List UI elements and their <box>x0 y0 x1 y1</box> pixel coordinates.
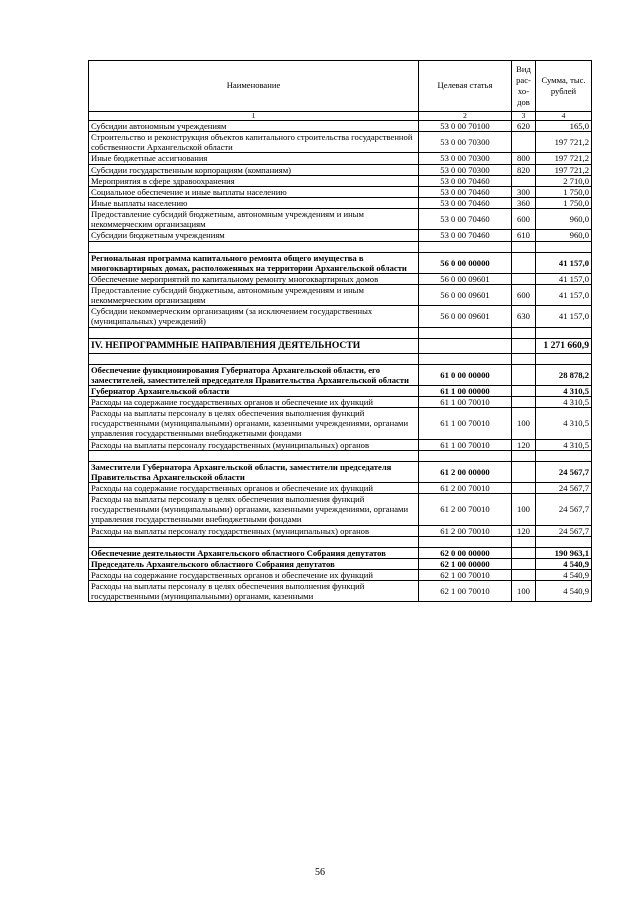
row-amount: 1 750,0 <box>536 197 592 208</box>
row-name: Расходы на содержание государственных органов и обеспечение их функций <box>89 396 419 407</box>
row-name: Расходы на выплаты персоналу государственных (муниципальных) органов <box>89 525 419 536</box>
header-expense-type: Вид рас-хо-дов <box>512 61 536 112</box>
table-row <box>89 284 592 305</box>
row-amount: 24 567,7 <box>536 461 592 482</box>
row-amount: 165,0 <box>536 121 592 132</box>
row-name: Региональная программа капитального ремонта общего имущества в многоквартирных домах, расположенных на территории Архангельской области <box>89 252 419 273</box>
row-expense-type: 100 <box>512 581 536 602</box>
table-row <box>89 494 592 525</box>
row-name: Предоставление субсидий бюджетным, автономным учреждениям и иным некоммерческим организациям <box>89 209 419 230</box>
row-name: Председатель Архангельского областного Собрания депутатов <box>89 558 419 569</box>
row-target-article: 61 2 00 70010 <box>419 494 512 525</box>
row-expense-type: 120 <box>512 525 536 536</box>
table-row <box>89 164 592 175</box>
header-amount: Сумма, тыс. рублей <box>536 61 592 112</box>
spacer-cell <box>512 353 536 364</box>
header-name: Наименование <box>89 61 419 112</box>
row-target-article: 61 2 00 70010 <box>419 482 512 493</box>
row-amount: 197 721,2 <box>536 132 592 153</box>
row-expense-type <box>512 396 536 407</box>
row-target-article: 53 0 00 70460 <box>419 197 512 208</box>
table-row <box>89 569 592 580</box>
budget-table <box>88 60 592 602</box>
spacer-row <box>89 450 592 461</box>
row-expense-type: 300 <box>512 186 536 197</box>
table-row <box>89 547 592 558</box>
row-amount: 4 310,5 <box>536 439 592 450</box>
row-expense-type: 100 <box>512 408 536 439</box>
row-amount: 960,0 <box>536 209 592 230</box>
row-name: IV. НЕПРОГРАММНЫЕ НАПРАВЛЕНИЯ ДЕЯТЕЛЬНОСТИ <box>89 338 419 353</box>
table-row <box>89 558 592 569</box>
row-expense-type <box>512 461 536 482</box>
row-target-article: 53 0 00 70460 <box>419 209 512 230</box>
spacer-cell <box>512 536 536 547</box>
spacer-cell <box>419 353 512 364</box>
table-row <box>89 197 592 208</box>
row-name: Расходы на содержание государственных органов и обеспечение их функций <box>89 569 419 580</box>
row-name: Губернатор Архангельской области <box>89 385 419 396</box>
row-expense-type: 360 <box>512 197 536 208</box>
row-expense-type: 610 <box>512 230 536 241</box>
table-row <box>89 121 592 132</box>
row-amount: 28 878,2 <box>536 364 592 385</box>
spacer-row <box>89 353 592 364</box>
row-target-article: 61 1 00 00000 <box>419 385 512 396</box>
row-expense-type <box>512 385 536 396</box>
row-amount: 4 540,9 <box>536 581 592 602</box>
spacer-cell <box>512 327 536 338</box>
table-row <box>89 461 592 482</box>
row-name: Обеспечение мероприятий по капитальному ремонту многоквартирных домов <box>89 273 419 284</box>
row-amount: 1 271 660,9 <box>536 338 592 353</box>
table-row <box>89 252 592 273</box>
row-amount: 4 310,5 <box>536 408 592 439</box>
row-expense-type: 820 <box>512 164 536 175</box>
row-target-article: 62 0 00 00000 <box>419 547 512 558</box>
row-target-article: 61 0 00 00000 <box>419 364 512 385</box>
row-expense-type <box>512 338 536 353</box>
row-name: Расходы на выплаты персоналу в целях обеспечения выполнения функций государственными (муниципальными) органами, казенными <box>89 581 419 602</box>
row-target-article: 53 0 00 70460 <box>419 186 512 197</box>
row-amount: 41 157,0 <box>536 252 592 273</box>
row-target-article: 56 0 00 00000 <box>419 252 512 273</box>
row-amount: 4 540,9 <box>536 569 592 580</box>
section-heading-row <box>89 338 592 353</box>
row-amount: 41 157,0 <box>536 306 592 327</box>
row-target-article: 56 0 00 09601 <box>419 306 512 327</box>
row-expense-type: 800 <box>512 153 536 164</box>
row-name: Мероприятия в сфере здравоохранения <box>89 175 419 186</box>
row-target-article: 53 0 00 70300 <box>419 164 512 175</box>
table-row <box>89 209 592 230</box>
row-expense-type <box>512 364 536 385</box>
row-amount: 197 721,2 <box>536 153 592 164</box>
spacer-row <box>89 327 592 338</box>
row-expense-type: 120 <box>512 439 536 450</box>
row-target-article: 56 0 00 09601 <box>419 284 512 305</box>
column-number-row <box>89 112 592 121</box>
row-target-article: 61 1 00 70010 <box>419 439 512 450</box>
row-amount: 2 710,0 <box>536 175 592 186</box>
row-target-article: 62 1 00 70010 <box>419 581 512 602</box>
table-row <box>89 230 592 241</box>
table-row <box>89 439 592 450</box>
spacer-cell <box>536 450 592 461</box>
row-expense-type: 100 <box>512 494 536 525</box>
spacer-cell <box>419 327 512 338</box>
row-amount: 24 567,7 <box>536 494 592 525</box>
spacer-cell <box>536 327 592 338</box>
table-row <box>89 273 592 284</box>
row-target-article: 61 1 00 70010 <box>419 408 512 439</box>
row-amount: 197 721,2 <box>536 164 592 175</box>
row-target-article: 53 0 00 70300 <box>419 153 512 164</box>
row-expense-type: 620 <box>512 121 536 132</box>
row-amount: 24 567,7 <box>536 525 592 536</box>
row-name: Субсидии государственным корпорациям (компаниям) <box>89 164 419 175</box>
spacer-cell <box>419 450 512 461</box>
row-target-article: 61 2 00 00000 <box>419 461 512 482</box>
row-target-article: 61 1 00 70010 <box>419 396 512 407</box>
row-amount: 960,0 <box>536 230 592 241</box>
row-target-article: 53 0 00 70460 <box>419 230 512 241</box>
spacer-cell <box>89 327 419 338</box>
row-name: Иные бюджетные ассигнования <box>89 153 419 164</box>
table-row <box>89 306 592 327</box>
row-amount: 41 157,0 <box>536 284 592 305</box>
column-number: 3 <box>512 112 536 121</box>
row-name: Субсидии некоммерческим организациям (за исключением государственных (муниципальных) учреждений) <box>89 306 419 327</box>
row-amount: 24 567,7 <box>536 482 592 493</box>
row-amount: 41 157,0 <box>536 273 592 284</box>
row-expense-type <box>512 547 536 558</box>
table-row <box>89 175 592 186</box>
table-header-row <box>89 61 592 112</box>
table-row <box>89 186 592 197</box>
row-amount: 1 750,0 <box>536 186 592 197</box>
row-name: Социальное обеспечение и иные выплаты населению <box>89 186 419 197</box>
spacer-row <box>89 536 592 547</box>
spacer-cell <box>512 450 536 461</box>
row-expense-type <box>512 273 536 284</box>
table-row <box>89 385 592 396</box>
row-name: Обеспечение деятельности Архангельского областного Собрания депутатов <box>89 547 419 558</box>
row-name: Расходы на выплаты персоналу государственных (муниципальных) органов <box>89 439 419 450</box>
row-name: Субсидии автономным учреждениям <box>89 121 419 132</box>
row-name: Предоставление субсидий бюджетным, автономным учреждениям и иным некоммерческим организациям <box>89 284 419 305</box>
column-number: 2 <box>419 112 512 121</box>
row-expense-type: 600 <box>512 284 536 305</box>
row-name: Расходы на выплаты персоналу в целях обеспечения выполнения функций государственными (муниципальными) органами, казенными учреждениями, органами управления государственными внебюджетными фондами <box>89 494 419 525</box>
row-expense-type <box>512 558 536 569</box>
row-expense-type <box>512 569 536 580</box>
row-name: Субсидии бюджетным учреждениям <box>89 230 419 241</box>
row-name: Строительство и реконструкция объектов капитального строительства государственной собственности Архангельской области <box>89 132 419 153</box>
row-expense-type <box>512 132 536 153</box>
row-amount: 4 310,5 <box>536 385 592 396</box>
row-target-article: 62 1 00 00000 <box>419 558 512 569</box>
row-target-article: 61 2 00 70010 <box>419 525 512 536</box>
spacer-cell <box>89 353 419 364</box>
table-row <box>89 396 592 407</box>
table-row <box>89 525 592 536</box>
row-target-article: 56 0 00 09601 <box>419 273 512 284</box>
row-target-article: 53 0 00 70100 <box>419 121 512 132</box>
table-row <box>89 153 592 164</box>
row-expense-type <box>512 252 536 273</box>
row-name: Расходы на выплаты персоналу в целях обеспечения выполнения функций государственными (муниципальными) органами, казенными учреждениями, органами управления государственными внебюджетными фондами <box>89 408 419 439</box>
column-number: 1 <box>89 112 419 121</box>
spacer-cell <box>536 536 592 547</box>
table-row <box>89 364 592 385</box>
row-name: Обеспечение функционирования Губернатора Архангельской области, его заместителей, заместителей председателя Правительства Архангельской области <box>89 364 419 385</box>
row-target-article <box>419 338 512 353</box>
table-row <box>89 132 592 153</box>
row-expense-type: 630 <box>512 306 536 327</box>
table-row <box>89 482 592 493</box>
row-name: Расходы на содержание государственных органов и обеспечение их функций <box>89 482 419 493</box>
row-expense-type <box>512 175 536 186</box>
row-target-article: 53 0 00 70300 <box>419 132 512 153</box>
spacer-cell <box>419 241 512 252</box>
row-name: Иные выплаты населению <box>89 197 419 208</box>
spacer-cell <box>512 241 536 252</box>
column-number: 4 <box>536 112 592 121</box>
spacer-row <box>89 241 592 252</box>
row-name: Заместители Губернатора Архангельской области, заместители председателя Правительства Архангельской области <box>89 461 419 482</box>
row-amount: 4 540,9 <box>536 558 592 569</box>
row-target-article: 62 1 00 70010 <box>419 569 512 580</box>
spacer-cell <box>89 536 419 547</box>
spacer-cell <box>536 241 592 252</box>
row-amount: 190 963,1 <box>536 547 592 558</box>
row-expense-type <box>512 482 536 493</box>
spacer-cell <box>89 450 419 461</box>
row-target-article: 53 0 00 70460 <box>419 175 512 186</box>
table-row <box>89 581 592 602</box>
header-target-article: Целевая статья <box>419 61 512 112</box>
row-amount: 4 310,5 <box>536 396 592 407</box>
row-expense-type: 600 <box>512 209 536 230</box>
table-body <box>89 121 592 602</box>
table-row <box>89 408 592 439</box>
spacer-cell <box>89 241 419 252</box>
spacer-cell <box>419 536 512 547</box>
spacer-cell <box>536 353 592 364</box>
page-number: 56 <box>315 867 325 878</box>
